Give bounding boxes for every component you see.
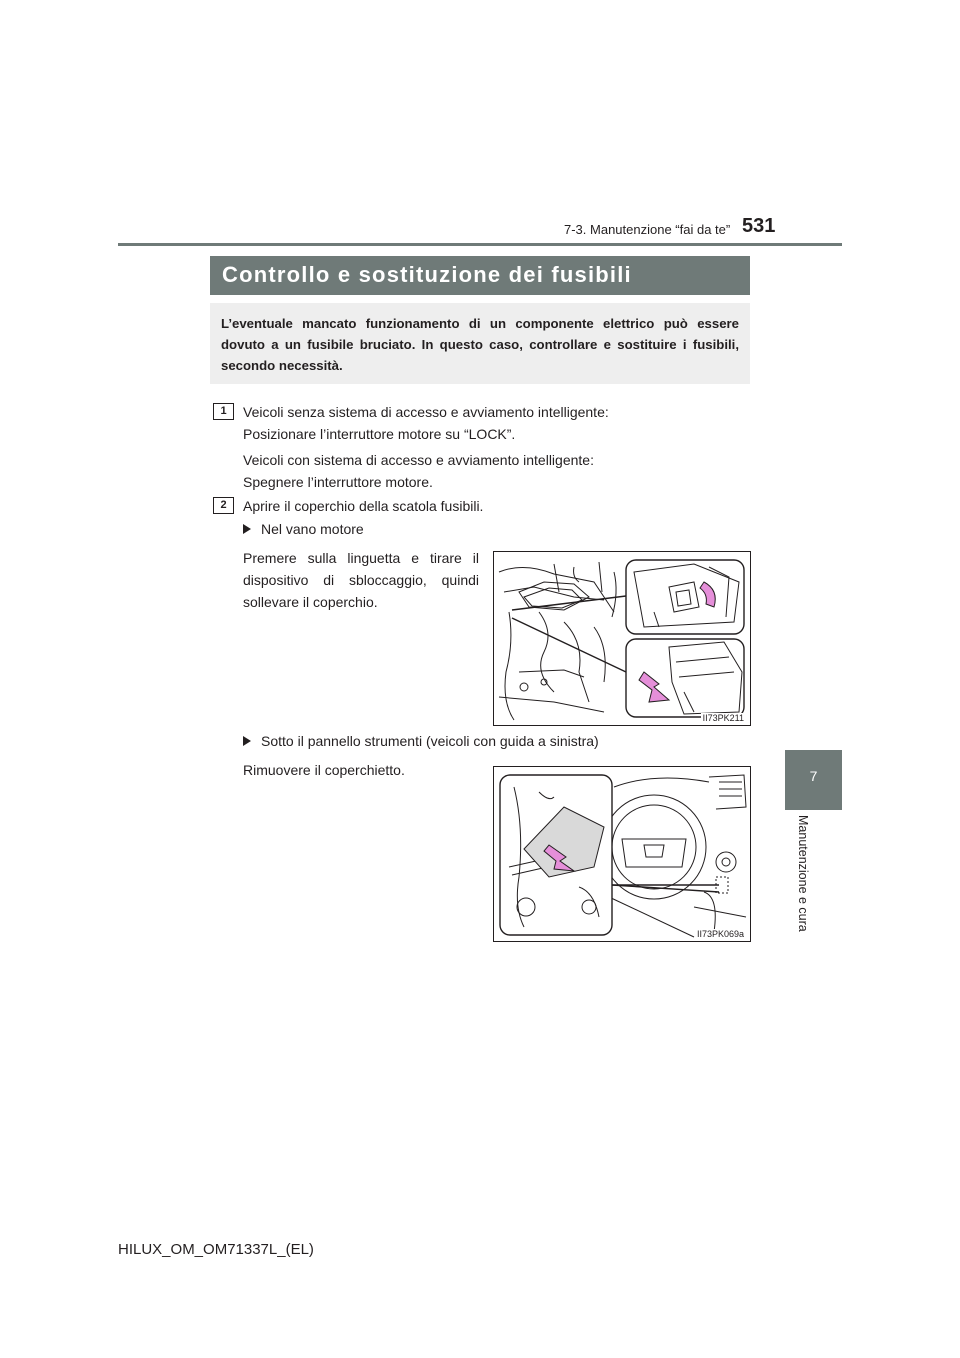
- triangle-bullet-icon: [243, 736, 251, 746]
- step-1-line-4: Spegnere l’interruttore motore.: [243, 474, 433, 490]
- subsection-2-heading: [243, 733, 599, 749]
- step-1-paragraph-2: [243, 449, 594, 493]
- figure-code: II73PK211: [702, 713, 744, 723]
- chapter-title: Manutenzione e cura: [796, 815, 810, 932]
- intro-box: [210, 303, 750, 384]
- section-title: Controllo e sostituzione dei fusibili: [222, 262, 632, 287]
- chapter-tab: [785, 750, 842, 810]
- step-1-line-1: Veicoli senza sistema di accesso e avviamento intelligente:: [243, 404, 609, 420]
- chapter-number: 7: [809, 768, 818, 784]
- section-title-bar: [210, 256, 750, 295]
- engine-fuse-box-illustration: [493, 551, 751, 726]
- instrument-panel-illustration: [493, 766, 751, 942]
- step-1-line-2: Posizionare l’interruttore motore su “LOCK”.: [243, 426, 516, 442]
- step-number-2: 2: [213, 497, 234, 514]
- subsection-2-instruction: Rimuovere il coperchietto.: [243, 762, 405, 778]
- subsection-1-instruction: Premere sulla linguetta e tirare il dispositivo di sbloccaggio, quindi sollevare il coperchio.: [243, 550, 479, 610]
- step-1-line-3: Veicoli con sistema di accesso e avviamento intelligente:: [243, 452, 594, 468]
- instrument-panel-drawing: [494, 767, 750, 941]
- step-number-1: 1: [213, 403, 234, 420]
- subsection-1-heading: [243, 521, 364, 537]
- section-reference: 7-3. Manutenzione “fai da te”: [564, 222, 731, 237]
- step-2-paragraph-1: Aprire il coperchio della scatola fusibili.: [243, 498, 484, 514]
- document-footer: HILUX_OM_OM71337L_(EL): [118, 1241, 314, 1258]
- intro-text: L’eventuale mancato funzionamento di un componente elettrico può essere dovuto a un fusibile bruciato. In questo caso, controllare e sostituire i fusibili, secondo necessità.: [221, 316, 739, 373]
- figure-code: II73PK069a: [696, 929, 744, 939]
- triangle-bullet-icon: [243, 524, 251, 534]
- subsection-2-heading-text: Sotto il pannello strumenti (veicoli con guida a sinistra): [261, 733, 599, 749]
- subsection-1-heading-text: Nel vano motore: [261, 521, 364, 537]
- header-rule: [118, 243, 842, 246]
- step-1-paragraph-1: [243, 401, 609, 445]
- engine-compartment-drawing: [494, 552, 750, 725]
- page-number: 531: [742, 215, 776, 237]
